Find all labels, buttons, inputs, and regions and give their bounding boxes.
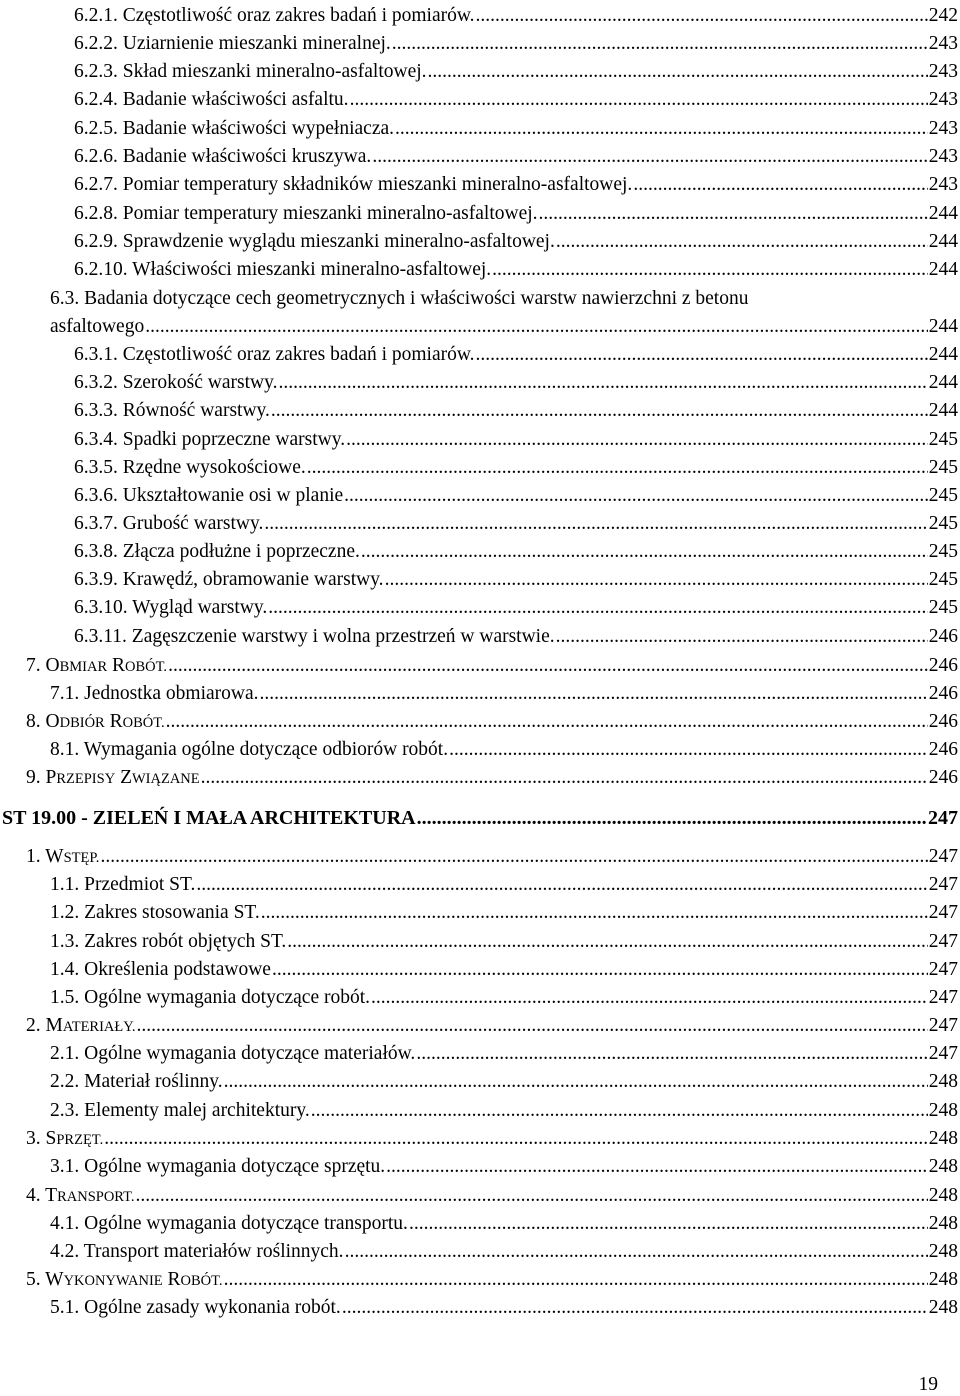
toc-leader-dots xyxy=(224,1068,928,1096)
toc-entry[interactable] xyxy=(26,764,958,792)
toc-entry[interactable] xyxy=(50,1068,958,1096)
toc-page-number: 247 xyxy=(928,1015,958,1036)
toc-leader-dots xyxy=(344,482,928,510)
toc-entry-title: 5. WYKONYWANIE ROBÓT. xyxy=(26,1269,223,1290)
toc-entry-title: 6.2.7. Pomiar temperatury składników mieszanki mineralno-asfaltowej. xyxy=(74,174,633,195)
toc-page-number: 247 xyxy=(928,807,958,829)
toc-page-number: 246 xyxy=(928,683,958,704)
toc-entry[interactable] xyxy=(50,956,958,984)
toc-entry-title: 7.1. Jednostka obmiarowa. xyxy=(50,683,259,704)
toc-entry[interactable] xyxy=(74,58,958,86)
toc-entry[interactable] xyxy=(74,454,958,482)
toc-entry-title: 2.3. Elementy malej architektury. xyxy=(50,1100,310,1121)
toc-entry[interactable] xyxy=(74,566,958,594)
toc-page-number: 243 xyxy=(928,33,958,54)
toc-page-number: 247 xyxy=(928,987,958,1008)
toc-leader-dots xyxy=(201,764,928,792)
toc-leader-dots xyxy=(539,200,928,228)
toc-page-number: 247 xyxy=(928,959,958,980)
toc-entry-title: 4.2. Transport materiałów roślinnych. xyxy=(50,1241,344,1262)
toc-leader-dots xyxy=(287,928,927,956)
toc-entry[interactable] xyxy=(2,804,958,832)
toc-leader-dots xyxy=(346,426,928,454)
toc-entry[interactable] xyxy=(26,843,958,871)
toc-entry[interactable] xyxy=(74,426,958,454)
toc-leader-dots xyxy=(166,708,928,736)
toc-page-number: 244 xyxy=(928,400,958,421)
toc-entry-title: 6.2.4. Badanie właściwości asfaltu. xyxy=(74,89,349,110)
toc-entry-title: 6.3.1. Częstotliwość oraz zakres badań i pomiarów. xyxy=(74,344,475,365)
toc-entry[interactable] xyxy=(74,171,958,199)
toc-leader-dots xyxy=(350,86,928,114)
toc-entry[interactable] xyxy=(50,1238,958,1266)
toc-leader-dots xyxy=(449,736,928,764)
toc-entry[interactable] xyxy=(50,313,958,341)
toc-page-number: 244 xyxy=(928,372,958,393)
toc-leader-dots xyxy=(395,115,928,143)
toc-entry-title: 3.1. Ogólne wymagania dotyczące sprzętu. xyxy=(50,1156,386,1177)
toc-page-number: 245 xyxy=(928,513,958,534)
toc-entry-title: 6.3.8. Złącza podłużne i poprzeczne. xyxy=(74,541,360,562)
toc-page-number: 248 xyxy=(928,1128,958,1149)
toc-leader-dots xyxy=(633,171,927,199)
toc-entry[interactable] xyxy=(74,482,958,510)
toc-page-number: 242 xyxy=(928,5,958,26)
toc-page-number: 245 xyxy=(928,569,958,590)
toc-page-number: 247 xyxy=(928,846,958,867)
toc-leader-dots xyxy=(168,652,928,680)
toc-page-number: 246 xyxy=(928,767,958,788)
toc-entry-title: 6.3.10. Wygląd warstwy. xyxy=(74,597,268,618)
toc-leader-dots xyxy=(428,58,928,86)
toc-page-number: 243 xyxy=(928,61,958,82)
toc-leader-dots xyxy=(416,1040,927,1068)
toc-entry-title: 6.3. Badania dotyczące cech geometrycznych i właściwości warstw nawierzchni z betonu xyxy=(50,288,749,309)
toc-entry-title: 6.2.8. Pomiar temperatury mieszanki mineralno-asfaltowej. xyxy=(74,203,538,224)
toc-leader-dots xyxy=(417,804,927,832)
toc-entry-title: 6.2.2. Uziarnienie mieszanki mineralnej. xyxy=(74,33,391,54)
toc-entry[interactable] xyxy=(50,1210,958,1238)
toc-entry-title: 6.2.10. Właściwości mieszanki mineralno-asfaltowej. xyxy=(74,259,492,280)
toc-leader-dots xyxy=(386,1153,928,1181)
toc-entry-title: 6.3.9. Krawędź, obramowanie warstwy. xyxy=(74,569,384,590)
toc-page-number: 245 xyxy=(928,597,958,618)
toc-entry-title: 4.1. Ogólne wymagania dotyczące transportu. xyxy=(50,1213,408,1234)
toc-entry-title: 6.3.3. Równość warstwy. xyxy=(74,400,270,421)
toc-page-number: 247 xyxy=(928,1043,958,1064)
toc-entry[interactable] xyxy=(74,228,958,256)
toc-entry[interactable] xyxy=(74,369,958,397)
toc-entry-title: 6.2.6. Badanie właściwości kruszywa. xyxy=(74,146,372,167)
toc-leader-dots xyxy=(311,1097,928,1125)
toc-page-number: 248 xyxy=(928,1185,958,1206)
toc-leader-dots xyxy=(261,899,928,927)
toc-entry[interactable] xyxy=(26,1125,958,1153)
toc-entry-title: 1.2. Zakres stosowania ST. xyxy=(50,902,260,923)
toc-entry-title: 1.1. Przedmiot ST. xyxy=(50,874,196,895)
toc-entry[interactable] xyxy=(26,1266,958,1294)
toc-leader-dots xyxy=(264,510,927,538)
toc-page-number: 248 xyxy=(928,1241,958,1262)
toc-leader-dots xyxy=(136,1182,928,1210)
toc-leader-dots xyxy=(556,623,928,651)
toc-leader-dots xyxy=(476,2,928,30)
toc-leader-dots xyxy=(278,369,927,397)
toc-leader-dots xyxy=(409,1210,928,1238)
toc-entry-title: 6.3.4. Spadki poprzeczne warstwy. xyxy=(74,429,346,450)
toc-entry[interactable] xyxy=(50,984,958,1012)
toc-entry[interactable] xyxy=(50,1040,958,1068)
toc-leader-dots xyxy=(492,256,928,284)
toc-leader-dots xyxy=(385,566,928,594)
toc-leader-dots xyxy=(136,1012,927,1040)
toc-entry[interactable] xyxy=(50,871,958,899)
toc-entry[interactable] xyxy=(50,285,958,313)
toc-entry-title: 2.1. Ogólne wymagania dotyczące materiałów. xyxy=(50,1043,416,1064)
toc-page-number: 248 xyxy=(928,1269,958,1290)
toc-entry[interactable] xyxy=(50,1294,958,1322)
toc-entry-title: 8. ODBIÓR ROBÓT. xyxy=(26,711,165,732)
toc-page-number: 245 xyxy=(928,541,958,562)
toc-leader-dots xyxy=(104,1125,928,1153)
toc-entry-title: 1. WSTĘP. xyxy=(26,846,100,867)
page-number: 19 xyxy=(918,1374,938,1395)
toc-page-number: 246 xyxy=(928,626,958,647)
toc-entry-title: 6.3.5. Rzędne wysokościowe. xyxy=(74,457,306,478)
toc-leader-dots xyxy=(224,1266,928,1294)
toc-leader-dots xyxy=(556,228,928,256)
toc-page-number: 247 xyxy=(928,902,958,923)
toc-page-number: 244 xyxy=(928,203,958,224)
toc-entry-title: 6.2.3. Skład mieszanki mineralno-asfaltowej. xyxy=(74,61,427,82)
toc-entry-title: 2. MATERIAŁY. xyxy=(26,1015,136,1036)
toc-entry[interactable] xyxy=(50,928,958,956)
toc-page-number: 245 xyxy=(928,485,958,506)
toc-leader-dots xyxy=(268,594,927,622)
toc-entry-title: 3. SPRZĘT. xyxy=(26,1128,104,1149)
toc-page-number: 247 xyxy=(928,931,958,952)
toc-entry-title: 5.1. Ogólne zasady wykonania robót. xyxy=(50,1297,341,1318)
toc-entry[interactable] xyxy=(26,1012,958,1040)
toc-entry-title: 6.3.6. Ukształtowanie osi w planie xyxy=(74,485,344,506)
toc-page-number: 248 xyxy=(928,1071,958,1092)
toc-page-number: 244 xyxy=(928,316,958,337)
toc-entry[interactable] xyxy=(74,143,958,171)
toc-entry-title: 7. OBMIAR ROBÓT. xyxy=(26,655,168,676)
toc-entry[interactable] xyxy=(74,594,958,622)
toc-leader-dots xyxy=(372,143,927,171)
toc-leader-dots xyxy=(272,956,928,984)
toc-entry[interactable] xyxy=(74,2,958,30)
toc-leader-dots xyxy=(196,871,927,899)
toc-entry-title: 1.3. Zakres robót objętych ST. xyxy=(50,931,287,952)
toc-page-number: 245 xyxy=(928,429,958,450)
toc-entry-title: 6.3.7. Grubość warstwy. xyxy=(74,513,264,534)
toc-entry-title: 2.2. Materiał roślinny. xyxy=(50,1071,223,1092)
toc-entry[interactable] xyxy=(74,86,958,114)
toc-entry-title: 9. PRZEPISY ZWIĄZANE xyxy=(26,767,200,788)
toc-entry-title: 8.1. Wymagania ogólne dotyczące odbiorów robót. xyxy=(50,739,449,760)
toc-page-number: 246 xyxy=(928,655,958,676)
toc-page-number: 248 xyxy=(928,1297,958,1318)
toc-entry[interactable] xyxy=(26,652,958,680)
toc-page-number: 243 xyxy=(928,174,958,195)
toc-entry[interactable] xyxy=(74,256,958,284)
toc-entry[interactable] xyxy=(74,538,958,566)
toc-entry-title: 6.3.11. Zagęszczenie warstwy i wolna przestrzeń w warstwie. xyxy=(74,626,555,647)
toc-entry-title: 6.3.2. Szerokość warstwy. xyxy=(74,372,278,393)
toc-leader-dots xyxy=(342,1294,928,1322)
toc-entry[interactable] xyxy=(26,1182,958,1210)
toc-page-number: 246 xyxy=(928,711,958,732)
toc-entry-title: 1.4. Określenia podstawowe xyxy=(50,959,271,980)
toc-page-number: 246 xyxy=(928,739,958,760)
toc-page-number: 243 xyxy=(928,89,958,110)
toc-leader-dots xyxy=(345,1238,928,1266)
toc-leader-dots xyxy=(307,454,928,482)
toc-entry[interactable] xyxy=(50,1153,958,1181)
toc-leader-dots xyxy=(392,30,928,58)
toc-entry-title: 6.2.9. Sprawdzenie wyglądu mieszanki mineralno-asfaltowej. xyxy=(74,231,555,252)
toc-leader-dots xyxy=(100,843,927,871)
toc-entry[interactable] xyxy=(74,30,958,58)
toc-page-number: 243 xyxy=(928,146,958,167)
toc-page-number: 248 xyxy=(928,1100,958,1121)
toc-entry[interactable] xyxy=(50,899,958,927)
toc-leader-dots xyxy=(476,341,928,369)
toc-leader-dots xyxy=(260,680,928,708)
toc-entry[interactable] xyxy=(74,397,958,425)
toc-entry-title: ST 19.00 - ZIELEŃ I MAŁA ARCHITEKTURA xyxy=(2,807,416,829)
toc-entry[interactable] xyxy=(50,1097,958,1125)
toc-page-number: 248 xyxy=(928,1213,958,1234)
toc-entry[interactable] xyxy=(50,680,958,708)
toc-leader-dots xyxy=(271,397,928,425)
toc-entry[interactable] xyxy=(50,736,958,764)
toc-entry-title: 6.2.1. Częstotliwość oraz zakres badań i pomiarów. xyxy=(74,5,475,26)
toc-page-number: 247 xyxy=(928,874,958,895)
toc-entry-title: 4. TRANSPORT. xyxy=(26,1185,135,1206)
toc-page-number: 243 xyxy=(928,118,958,139)
toc-leader-dots xyxy=(371,984,928,1012)
toc-entry[interactable] xyxy=(26,708,958,736)
toc-entry-title: 1.5. Ogólne wymagania dotyczące robót. xyxy=(50,987,371,1008)
toc-entry[interactable] xyxy=(74,200,958,228)
toc-page-number: 244 xyxy=(928,259,958,280)
toc-entry[interactable] xyxy=(74,341,958,369)
toc-entry[interactable] xyxy=(74,623,958,651)
toc-page-number: 245 xyxy=(928,457,958,478)
toc-entry[interactable] xyxy=(74,115,958,143)
toc-leader-dots xyxy=(361,538,928,566)
toc-page-number: 248 xyxy=(928,1156,958,1177)
toc-leader-dots xyxy=(145,313,928,341)
toc-entry-title: asfaltowego xyxy=(50,316,145,337)
toc-entry[interactable] xyxy=(74,510,958,538)
toc-entry-title: 6.2.5. Badanie właściwości wypełniacza. xyxy=(74,118,395,139)
toc-page-number: 244 xyxy=(928,344,958,365)
toc-page-number: 244 xyxy=(928,231,958,252)
